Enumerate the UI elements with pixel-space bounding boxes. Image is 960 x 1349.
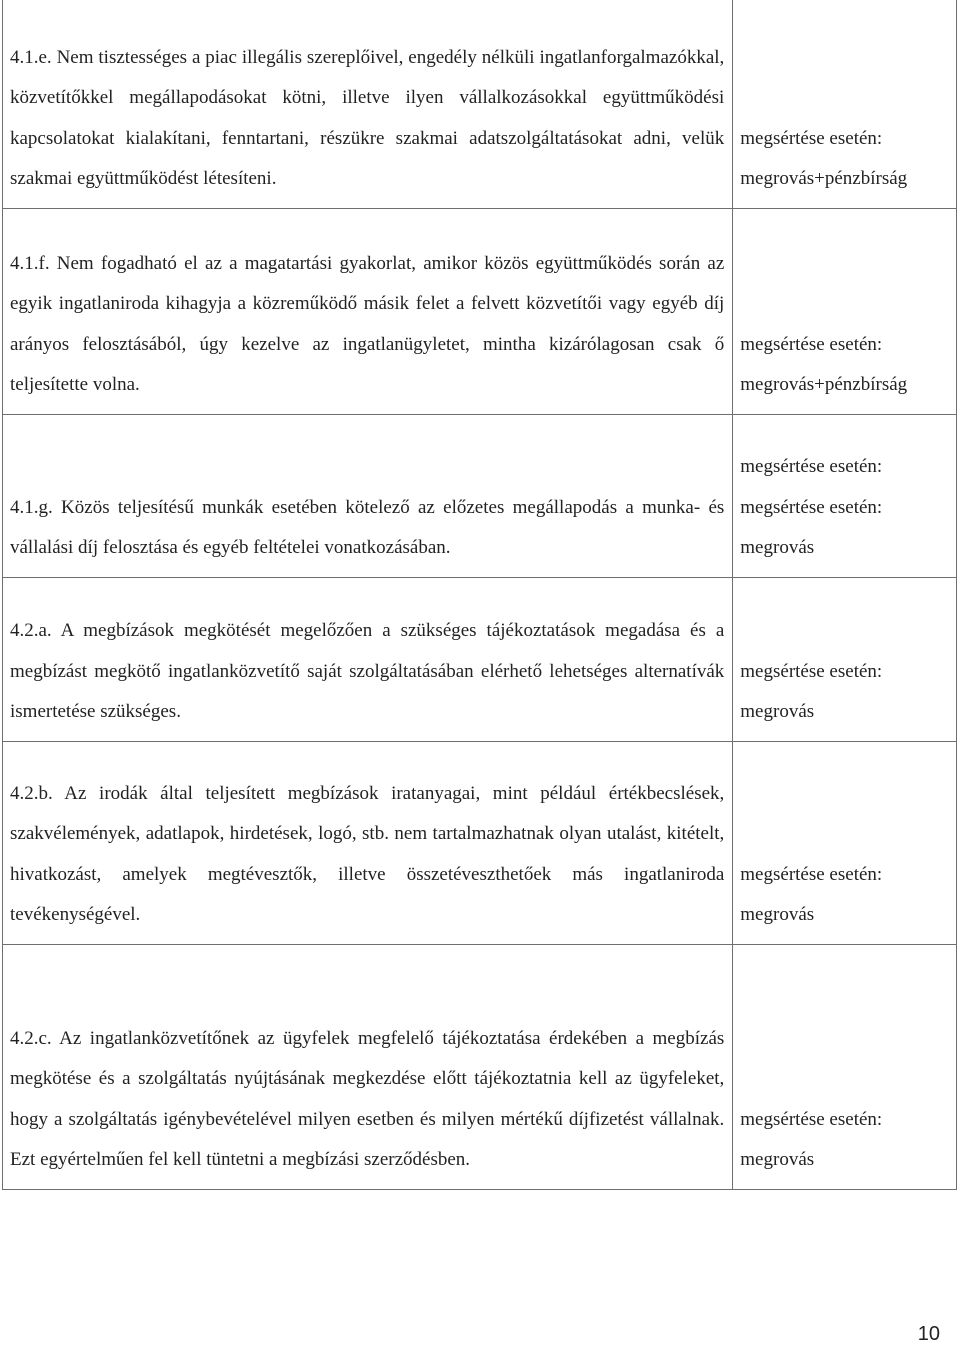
sanction-cell xyxy=(733,208,957,414)
sanction-cell xyxy=(733,944,957,1189)
rules-table xyxy=(2,0,957,1190)
rule-text-cell xyxy=(3,414,733,577)
rule-text: 4.1.f. Nem fogadható el az a magatartási gyakorlat, amikor közös együttműködés során az egyik ingatlaniroda kihagyja a közreműködő másik felet a felvett közvetítői vagy egyéb díj arányos felosztásából, úgy kezelve az ingatlanügyletet, mintha kizárólagosan csak ő teljesítette volna. xyxy=(10,252,725,395)
rule-text: 4.1.e. Nem tisztességes a piac illegális szereplőivel, engedély nélküli ingatlanforgalmazókkal, közvetítőkkel megállapodásokat kötni, illetve ilyen vállalkozásokkal együttműködési kapcsolatokat kialakítani, fenntartani, részükre szakmai adatszolgáltatásokat adni, velük szakmai együttműködést létesíteni. xyxy=(10,46,725,189)
page-number: 10 xyxy=(917,1323,940,1345)
sanction-line: megrovás xyxy=(740,701,815,722)
sanction-line: megrovás+pénzbírság xyxy=(740,374,908,395)
rule-row xyxy=(3,741,957,944)
rule-text-cell xyxy=(3,577,733,741)
rule-text-cell xyxy=(3,944,733,1189)
rule-text-cell xyxy=(3,0,733,208)
sanction-cell xyxy=(733,414,957,577)
sanction-line: megrovás xyxy=(740,1149,815,1170)
rule-text: 4.1.g. Közös teljesítésű munkák esetében kötelező az előzetes megállapodás a munka- és vállalási díj felosztása és egyéb feltételei vonatkozásában. xyxy=(10,496,725,558)
sanction-line: megsértése esetén: xyxy=(740,333,883,355)
sanction-line: megsértése esetén: xyxy=(740,127,883,149)
sanction-line: megsértése esetén: xyxy=(740,456,883,477)
sanction-cell xyxy=(733,577,957,741)
rule-text: 4.2.a. A megbízások megkötését megelőzően a szükséges tájékoztatások megadása és a megbízást megkötő ingatlanközvetítő saját szolgáltatásában elérhető lehetséges alternatívák ismertetése szükséges. xyxy=(10,620,725,722)
sanction-line: megrovás xyxy=(740,537,815,558)
sanction-cell xyxy=(733,0,957,208)
sanction-line: megsértése esetén: xyxy=(740,496,883,518)
sanction-line: megsértése esetén: xyxy=(740,660,883,682)
sanction-line: megsértése esetén: xyxy=(740,1108,883,1130)
sanction-cell xyxy=(733,741,957,944)
rule-text: 4.2.b. Az irodák által teljesített megbízások iratanyagai, mint például értékbecslések, szakvélemények, adatlapok, hirdetések, logó, stb. nem tartalmazhatnak olyan utalást, kitételt, hivatkozást, amelyek megtévesztők, illetve összetéveszthetőek más ingatlaniroda tevékenységével. xyxy=(10,782,725,925)
sanction-line: megrovás+pénzbírság xyxy=(740,168,908,189)
rule-text: 4.2.c. Az ingatlanközvetítőnek az ügyfelek megfelelő tájékoztatása érdekében a megbízás megkötése és a szolgáltatás nyújtásának megkezdése előtt tájékoztatnia kell az ügyfeleket, hogy a szolgáltatás igénybevételével milyen esetben és milyen mértékű díjfizetést vállalnak. Ezt egyértelműen fel kell tüntetni a megbízási szerződésben. xyxy=(10,1027,725,1170)
rule-row xyxy=(3,414,957,577)
rule-row xyxy=(3,944,957,1189)
sanction-line: megrovás xyxy=(740,904,815,925)
rule-row xyxy=(3,577,957,741)
rule-row xyxy=(3,0,957,208)
rule-text-cell xyxy=(3,741,733,944)
rule-text-cell xyxy=(3,208,733,414)
rule-row xyxy=(3,208,957,414)
sanction-line: megsértése esetén: xyxy=(740,863,883,885)
